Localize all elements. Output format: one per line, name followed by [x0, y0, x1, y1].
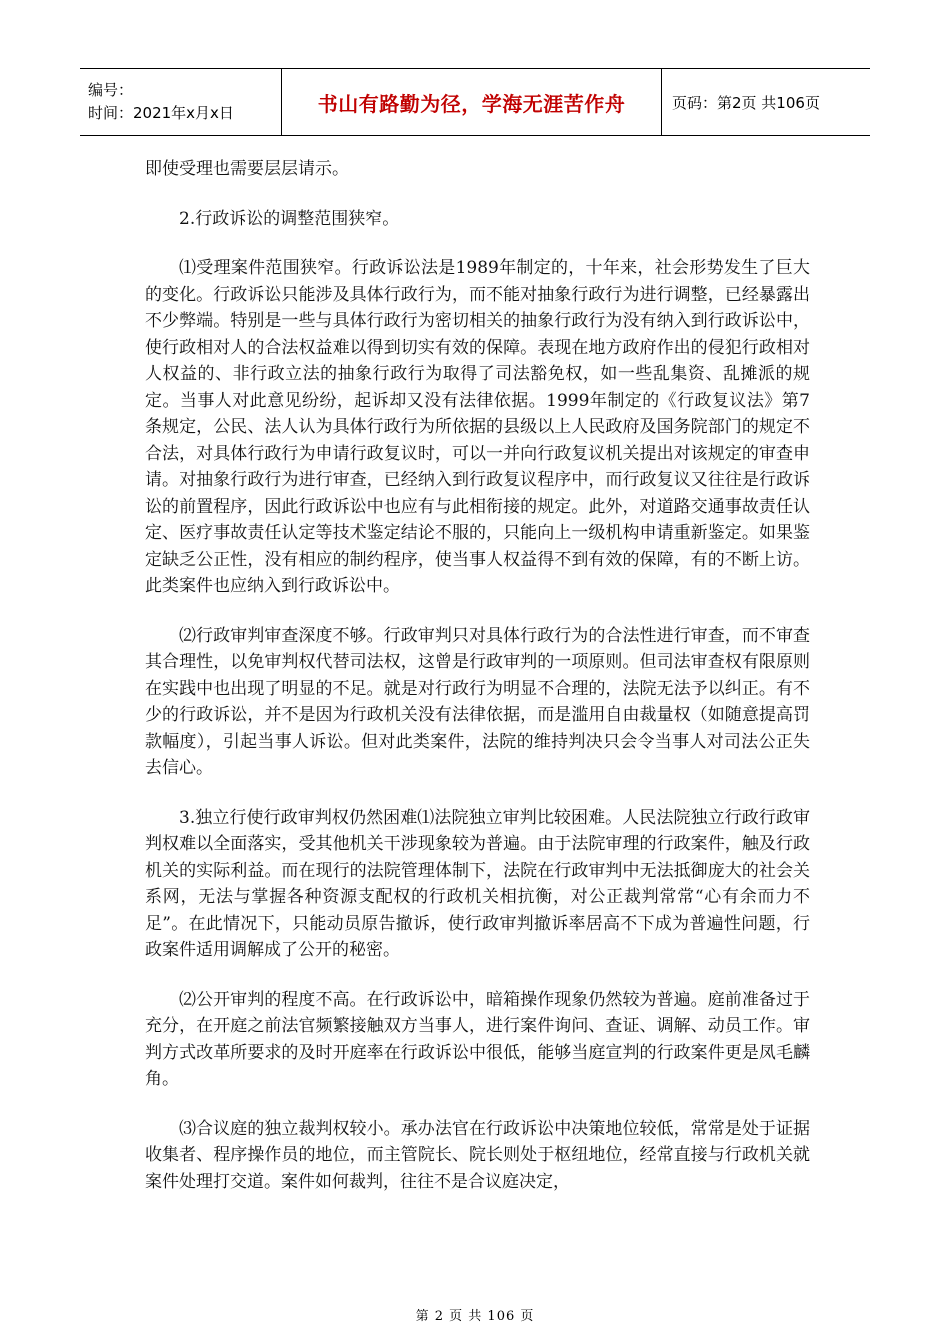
paragraph: 即使受理也需要层层请示。	[145, 159, 349, 179]
document-number-label: 编号：	[88, 81, 134, 99]
header-meta	[80, 69, 282, 135]
header-page-number: 页码：第2页 共106页	[672, 93, 820, 112]
document-date-label: 时间：2021年x月x日	[88, 104, 234, 122]
page-header	[80, 68, 870, 136]
paragraph: ⑴受理案件范围狭窄。行政诉讼法是1989年制定的，十年来，社会形势发生了巨大的变化。行政诉讼只能涉及具体行政行为，而不能对抽象行政行为进行调整，已经暴露出不少弊端。特别是一些与具体行政行为密切相关的抽象行政行为没有纳入到行政诉讼中，使行政相对人的合法权益难以得到切实有效的保障。表现在地方政府作出的侵犯行政相对人权益的、非行政立法的抽象行政行为取得了司法豁免权，如一些乱集资、乱摊派的规定。当事人对此意见纷纷，起诉却又没有法律依据。1999年制定的《行政复议法》第7条规定，公民、法人认为具体行政行为所依据的县级以上人民政府及国务院部门的规定不合法，对具体行政行为申请行政复议时，可以一并向行政复议机关提出对该规定的审查申请。对抽象行政行为进行审查，已经纳入到行政复议程序中，而行政复议又往往是行政诉讼的前置程序，因此行政诉讼中也应有与此相衔接的规定。此外，对道路交通事故责任认定、医疗事故责任认定等技术鉴定结论不服的，只能向上一级机构申请重新鉴定。如果鉴定缺乏公正性，没有相应的制约程序，使当事人权益得不到有效的保障，有的不断上访。此类案件也应纳入到行政诉讼中。	[145, 258, 810, 596]
document-body	[145, 156, 810, 1218]
paragraph: 3.独立行使行政审判权仍然困难⑴法院独立审判比较困难。人民法院独立行政行政审判权难以全面落实，受其他机关干涉现象较为普遍。由于法院审理的行政案件，触及行政机关的实际利益。而在现行的法院管理体制下，法院在行政审判中无法抵御庞大的社会关系网，无法与掌握各种资源支配权的行政机关相抗衡，对公正裁判常常“心有余而力不足”。在此情况下，只能动员原告撤诉，使行政审判撤诉率居高不下成为普遍性问题，行政案件适用调解成了公开的秘密。	[145, 807, 810, 960]
page-footer: 第 2 页 共 106 页	[415, 1309, 535, 1324]
paragraph: ⑶合议庭的独立裁判权较小。承办法官在行政诉讼中决策地位较低，常常是处于证据收集者、程序操作员的地位，而主管院长、院长则处于枢纽地位，经常直接与行政机关就案件处理打交道。案件如何裁判，往往不是合议庭决定，	[145, 1118, 810, 1192]
section-heading: 2.行政诉讼的调整范围狭窄。	[179, 208, 400, 229]
paragraph: ⑵公开审判的程度不高。在行政诉讼中，暗箱操作现象仍然较为普遍。庭前准备过于充分，在开庭之前法官频繁接触双方当事人，进行案件询问、查证、调解、动员工作。审判方式改革所要求的及时开庭率在行政诉讼中很低，能够当庭宣判的行政案件更是凤毛麟角。	[145, 989, 810, 1089]
header-motto: 书山有路勤为径，学海无涯苦作舟	[282, 69, 662, 135]
paragraph: ⑵行政审判审查深度不够。行政审判只对具体行政行为的合法性进行审查，而不审查其合理性，以免审判权代替司法权，这曾是行政审判的一项原则。但司法审查权有限原则在实践中也出现了明显的不足。就是对行政行为明显不合理的，法院无法予以纠正。有不少的行政诉讼，并不是因为行政机关没有法律依据，而是滥用自由裁量权（如随意提高罚款幅度），引起当事人诉讼。但对此类案件，法院的维持判决只会令当事人对司法公正失去信心。	[145, 625, 810, 778]
